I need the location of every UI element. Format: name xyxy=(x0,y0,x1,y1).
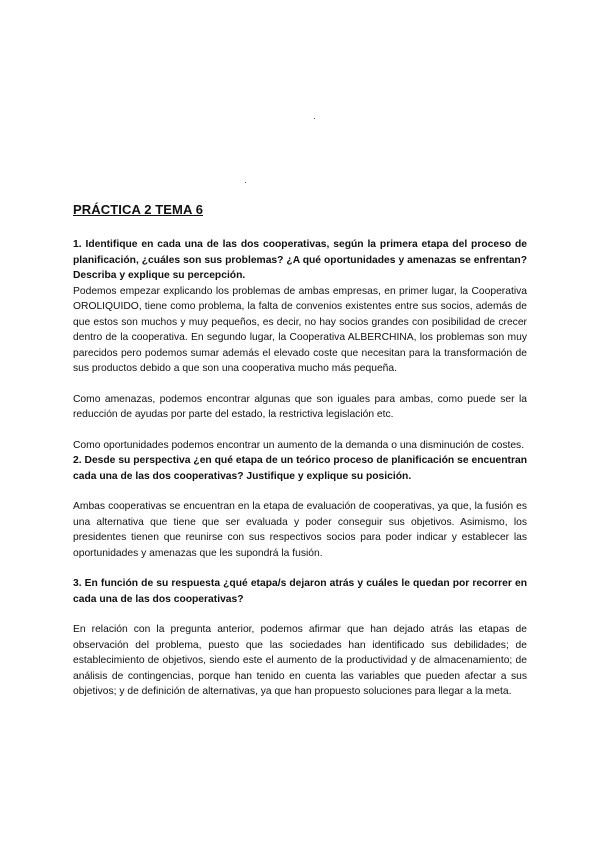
question-1: 1. Identifique en cada una de las dos cooperativas, según la primera etapa del proceso de planificación, ¿cuáles son sus problemas? ¿A qué oportunidades y amenazas se enfrentan? Describa y explique su percepción. xyxy=(73,239,527,281)
answer-1-paragraph-1: Podemos empezar explicando los problemas de ambas empresas, en primer lugar, la Cooperativa OROLIQUIDO, tiene como problema, la falta de convenios existentes entre sus socios, además de que estos son muchos y muy pequeños, es decir, no hay socios grandes con posibilidad de crecer dentro de la cooperativa. En segundo lugar, la Cooperativa ALBERCHINA, los problemas son muy parecidos pero podemos sumar además el elevado coste que necesitan para la transformación de sus productos debido a que son una cooperativa mucho más pequeña. xyxy=(73,285,527,374)
answer-1-paragraph-3: Como oportunidades podemos encontrar un aumento de la demanda o una disminución de costes. xyxy=(73,439,525,451)
stray-mark xyxy=(314,118,315,119)
question-2: 2. Desde su perspectiva ¿en qué etapa de un teórico proceso de planificación se encuentran cada una de las dos cooperativas? Justifique y explique su posición. xyxy=(73,455,527,482)
stray-mark xyxy=(245,182,246,183)
page-title: PRÁCTICA 2 TEMA 6 xyxy=(73,202,204,217)
document-body xyxy=(73,237,527,700)
question-3: 3. En función de su respuesta ¿qué etapa/s dejaron atrás y cuáles le quedan por recorrer en cada una de las dos cooperativas? xyxy=(73,578,527,605)
answer-1-paragraph-2: Como amenazas, podemos encontrar algunas que son iguales para ambas, como puede ser la reducción de ayudas por parte del estado, la restrictiva legislación etc. xyxy=(73,393,527,420)
answer-3: En relación con la pregunta anterior, podemos afirmar que han dejado atrás las etapas de observación del problema, puesto que las sociedades han identificado sus debilidades; de establecimiento de objetivos, siendo este el aumento de la productividad y de almacenamiento; de análisis de contingencias, porque han tenido en cuenta las variables que pueden afectar a sus objetivos; y de definición de alternativas, ya que han propuesto soluciones para llegar a la meta. xyxy=(73,624,527,697)
answer-2: Ambas cooperativas se encuentran en la etapa de evaluación de cooperativas, ya que, la fusión es una alternativa que tiene que ser evaluada y poder conseguir sus objetivos. Asimismo, los presidentes tienen que reunirse con sus respectivos socios para poder indicar y establecer las oportunidades y amenazas que les supondrá la fusión. xyxy=(73,501,527,559)
